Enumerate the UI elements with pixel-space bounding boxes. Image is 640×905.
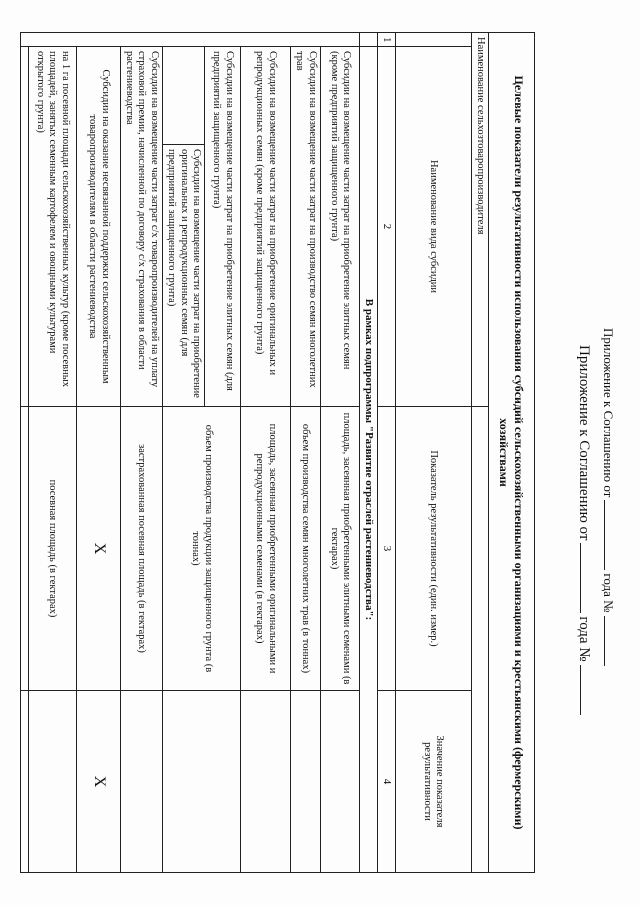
table-row-subsidy: Субсидии на возмещение части затрат на производство семян многолетних трав xyxy=(290,47,320,407)
table-row-indicator: площадь, засеянная приобретенными элитными семенами (в гектарах) xyxy=(320,407,359,691)
date-blank xyxy=(580,543,593,613)
table-row-subsidy: Субсидии на возмещение части затрат на приобретение элитных семян (для предприятий защищенного грунта) xyxy=(204,47,240,407)
table-row-value xyxy=(240,691,290,873)
section-blank-cell xyxy=(359,33,377,47)
table-row-indicator: объем производства семян многолетних трав (в тоннах) xyxy=(290,407,320,691)
agreement-reference-line-2 xyxy=(575,345,593,718)
table-row-subsidy: на 1 га посевной площади сельскохозяйственных культур (кроме посевных площадей, занятых семенным картофелем и овощными культурами открытого грунта) xyxy=(28,47,76,407)
nested-indent-cell xyxy=(162,47,204,145)
table-row-indicator-x: Х xyxy=(76,407,120,691)
column-index-3: 3 xyxy=(377,407,395,691)
number-blank xyxy=(604,616,617,666)
rotated-landscape-sheet xyxy=(17,20,627,885)
agreement-line-1-prefix: Приложение к Соглашению от xyxy=(601,328,616,498)
column-header-indicator: Показатель результативности (един. измер.) xyxy=(395,407,471,691)
table-row-indicator: застрахованная посевная площадь (в гектарах) xyxy=(120,407,162,691)
table-title: Целевые показатели результативности использования субсидий сельскохозяйственными организациями и крестьянскими (фермерскими) хозяйствами xyxy=(489,33,535,873)
date-blank xyxy=(604,500,617,570)
table-row-value xyxy=(290,691,320,873)
table-row-indicator: посевная площадь (в гектарах) xyxy=(28,407,76,691)
table-row-indicator: площадь, засеянная приобретенными оригинальными и репродукционными семенами (в гектарах) xyxy=(240,407,290,691)
table-row-subsidy: Субсидии на возмещение части затрат на приобретение оригинальных и репродукционных семян (кроме предприятий защищенного грунта) xyxy=(240,47,290,407)
table-row-value xyxy=(320,691,359,873)
table-row-subsidy: Субсидии на возмещение части затрат на приобретение оригинальных и репродукционных семян (для предприятий защищенного грунта) xyxy=(162,145,204,407)
agreement-line-2-prefix: Приложение к Соглашению от xyxy=(576,345,592,541)
empty-row-cell xyxy=(20,691,28,873)
agreement-line-1-year-number: года № xyxy=(601,573,616,613)
section-heading: В рамках подпрограммы "Развитие отраслей растениеводства": xyxy=(359,47,377,873)
table-row-subsidy: Субсидии на возмещение части затрат с/х товаропроизводителей на уплату страховой премии, начисленной по договору с/х страхования в области растениеводства xyxy=(120,47,162,407)
column-index-4: 4 xyxy=(377,691,395,873)
empty-row-cell xyxy=(20,407,28,691)
column-header-subsidy-type: Наименование вида субсидии xyxy=(395,47,471,407)
column-index-2: 2 xyxy=(377,47,395,407)
left-blank-column xyxy=(20,33,359,47)
column-header-indicator-value: Значение показателя результативности xyxy=(395,691,471,873)
empty-row-cell xyxy=(20,47,28,407)
table-row-value xyxy=(162,691,240,873)
agreement-line-2-year-number: года № xyxy=(576,616,592,662)
table-row-subsidy: Субсидии на оказание несвязанной поддержки сельскохозяйственным товаропроизводителям в области растениеводства xyxy=(76,47,120,407)
table-row-subsidy: Субсидии на возмещение части затрат на приобретение элитных семян (кроме предприятий защищенного грунта) xyxy=(320,47,359,407)
header-cell-empty xyxy=(395,33,471,47)
producer-name-value xyxy=(471,407,488,873)
agreement-reference-line-1 xyxy=(600,328,617,669)
column-index-1: 1 xyxy=(377,33,395,47)
number-blank xyxy=(580,665,593,715)
table-row-value xyxy=(28,691,76,873)
table-row-value xyxy=(120,691,162,873)
table-row-value-x: Х xyxy=(76,691,120,873)
producer-name-label: Наименование сельхозтоваропроизводителя xyxy=(471,33,488,407)
indicators-table xyxy=(20,32,535,873)
table-row-indicator: объем производства продукции защищенного грунта (в тоннах) xyxy=(162,407,240,691)
